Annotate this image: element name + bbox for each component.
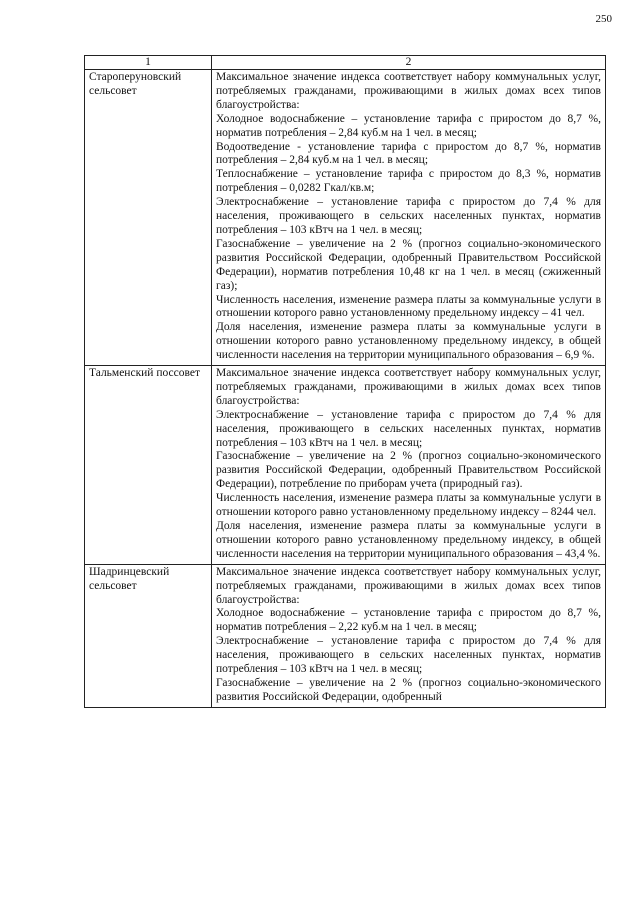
description-paragraph: Газоснабжение – увеличение на 2 % (прогноз социально-экономического развития Российской Федерации, одобренный (216, 676, 601, 703)
index-description (212, 70, 606, 366)
description-paragraph: Максимальное значение индекса соответствует набору коммунальных услуг, потребляемых гражданами, проживающими в жилых домах всех типов благоустройства: (216, 367, 601, 407)
description-paragraph: Максимальное значение индекса соответствует набору коммунальных услуг, потребляемых гражданами, проживающими в жилых домах всех типов благоустройства: (216, 71, 601, 111)
municipality-name: Староперуновский сельсовет (85, 70, 212, 366)
table-row (85, 366, 606, 565)
utility-index-table (84, 55, 606, 708)
index-description (212, 564, 606, 707)
table-row (85, 70, 606, 366)
page-number: 250 (595, 13, 612, 25)
table-header-row (85, 56, 606, 70)
description-paragraph: Максимальное значение индекса соответствует набору коммунальных услуг, потребляемых гражданами, проживающими в жилых домах всех типов благоустройства: (216, 565, 601, 606)
description-paragraph: Теплоснабжение – установление тарифа с приростом до 8,3 %, норматив потребления – 0,0282 Гкал/кв.м; (216, 168, 601, 195)
municipality-name: Шадринцевский сельсовет (85, 564, 212, 707)
description-paragraph: Численность населения, изменение размера платы за коммунальные услуги в отношении которого равно установленному предельному индексу – 41 чел. (216, 293, 601, 320)
column-header-2: 2 (212, 56, 606, 70)
description-paragraph: Электроснабжение – установление тарифа с приростом до 7,4 % для населения, проживающего в сельских населенных пунктах, норматив потребления – 103 кВтч на 1 чел. в месяц; (216, 635, 601, 676)
description-paragraph: Газоснабжение – увеличение на 2 % (прогноз социально-экономического развития Российской Федерации, одобренный Правительством Российской Федерации), потребление по приборам учета (природный газ). (216, 450, 601, 491)
table-row (85, 564, 606, 707)
description-paragraph: Электроснабжение – установление тарифа с приростом до 7,4 % для населения, проживающего в сельских населенных пунктах, норматив потребления – 103 кВтч на 1 чел. в месяц; (216, 196, 601, 236)
column-header-1: 1 (85, 56, 212, 70)
description-paragraph: Доля населения, изменение размера платы за коммунальные услуги в отношении которого равно установленному предельному индексу, в общей численности населения на территории муниципального образования – 43,4 %. (216, 520, 601, 560)
index-description (212, 366, 606, 565)
description-paragraph: Холодное водоснабжение – установление тарифа с приростом до 8,7 %, норматив потребления – 2,84 куб.м на 1 чел. в месяц; (216, 112, 601, 139)
description-paragraph: Водоотведение - установление тарифа с приростом до 8,7 %, норматив потребления – 2,84 куб.м на 1 чел. в месяц; (216, 140, 601, 167)
description-paragraph: Газоснабжение – увеличение на 2 % (прогноз социально-экономического развития Российской Федерации, одобренный Правительством Российской Федерации), норматив потребления 10,48 кг на 1 чел. в месяц (сжиженный газ); (216, 237, 601, 292)
description-paragraph: Холодное водоснабжение – установление тарифа с приростом до 8,7 %, норматив потребления – 2,22 куб.м на 1 чел. в месяц; (216, 607, 601, 634)
description-paragraph: Численность населения, изменение размера платы за коммунальные услуги в отношении которого равно установленному предельному индексу – 8244 чел. (216, 492, 601, 519)
description-paragraph: Доля населения, изменение размера платы за коммунальные услуги в отношении которого равно установленному предельному индексу, в общей численности населения на территории муниципального образования – 6,9 %. (216, 321, 601, 362)
municipality-name: Тальменский поссовет (85, 366, 212, 565)
description-paragraph: Электроснабжение – установление тарифа с приростом до 7,4 % для населения, проживающего в сельских населенных пунктах, норматив потребления – 103 кВтч на 1 чел. в месяц; (216, 408, 601, 449)
